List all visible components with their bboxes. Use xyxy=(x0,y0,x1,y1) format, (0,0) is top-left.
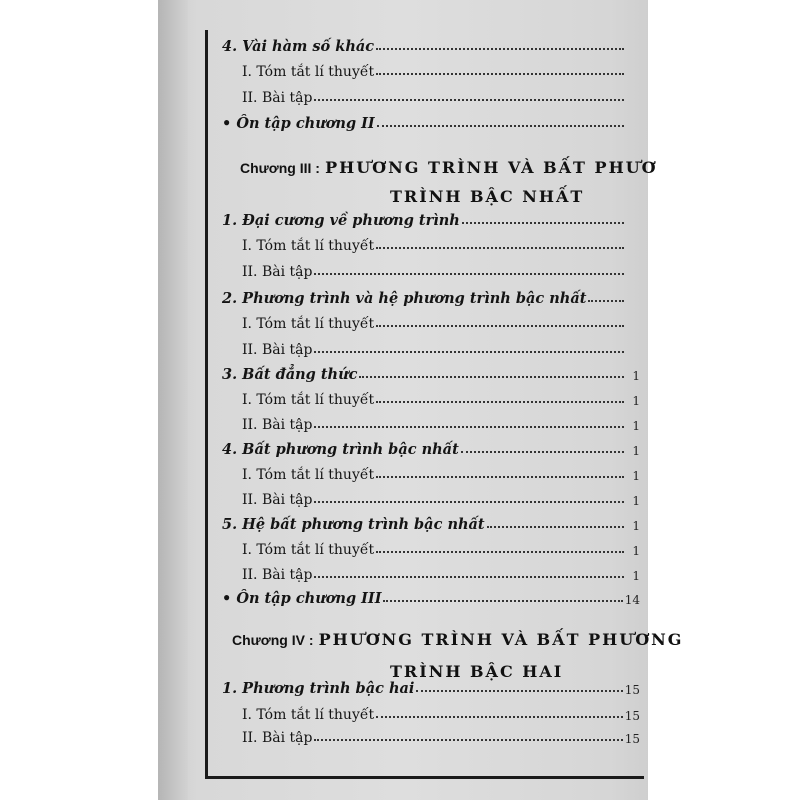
toc-entry-section xyxy=(222,290,640,307)
leader-dots xyxy=(376,475,624,478)
leader-dots xyxy=(376,72,624,75)
page-number: 1 xyxy=(632,494,640,508)
toc-entry-section xyxy=(222,441,640,458)
toc-entry-section xyxy=(222,366,640,383)
chapter-title-line1: PHƯƠNG TRÌNH VÀ BẤT PHƯƠ xyxy=(325,158,658,177)
page-number: 1 xyxy=(632,444,640,458)
leader-dots xyxy=(314,425,624,428)
page-number: 1 xyxy=(632,419,640,433)
chapter-label: Chương IV : xyxy=(232,632,314,648)
leader-dots xyxy=(376,47,624,50)
toc-entry-sub xyxy=(242,492,640,508)
toc-entry-sub xyxy=(242,542,640,558)
leader-dots xyxy=(314,500,624,503)
leader-dots xyxy=(314,98,624,101)
page-number: 15 xyxy=(624,683,640,697)
leader-dots xyxy=(314,350,624,353)
toc-entry-section xyxy=(222,516,640,533)
entry-text: I. Tóm tắt lí thuyết xyxy=(242,64,375,80)
leader-dots xyxy=(462,221,624,224)
page-number: 1 xyxy=(632,519,640,533)
toc-entry-review xyxy=(222,590,640,607)
leader-dots xyxy=(376,400,624,403)
entry-text: I. Tóm tắt lí thuyết xyxy=(242,392,375,408)
toc-entry-sub xyxy=(242,567,640,583)
leader-dots xyxy=(376,550,624,553)
entry-text: I. Tóm tắt lí thuyết xyxy=(242,238,375,254)
toc-entry-sub xyxy=(242,64,640,80)
page-number: 15 xyxy=(624,732,640,746)
toc-entry-sub xyxy=(242,238,640,254)
toc-entry-section xyxy=(222,38,640,55)
toc-entry-sub xyxy=(242,342,640,358)
page-number: 1 xyxy=(632,569,640,583)
chapter-title-line1: PHƯƠNG TRÌNH VÀ BẤT PHƯƠNG xyxy=(318,630,684,649)
chapter-heading xyxy=(232,630,683,649)
leader-dots xyxy=(383,599,622,602)
leader-dots xyxy=(376,246,624,249)
entry-text: 3. Bất đẳng thức xyxy=(222,366,358,383)
page-number: 14 xyxy=(624,593,640,607)
leader-dots xyxy=(487,525,624,528)
entry-text: 4. Bất phương trình bậc nhất xyxy=(222,441,459,458)
page-number: 1 xyxy=(632,544,640,558)
leader-dots xyxy=(376,715,623,718)
page-number: 1 xyxy=(632,394,640,408)
entry-text: I. Tóm tắt lí thuyết xyxy=(242,316,375,332)
entry-text: • Ôn tập chương III xyxy=(222,590,382,607)
entry-text: II. Bài tập xyxy=(242,567,313,583)
toc-entry-section xyxy=(222,680,640,697)
toc-entry-sub xyxy=(242,90,640,106)
entry-text: I. Tóm tắt lí thuyết xyxy=(242,542,375,558)
entry-text: I. Tóm tắt lí thuyết xyxy=(242,707,375,723)
entry-text: 1. Phương trình bậc hai xyxy=(222,680,415,697)
leader-dots xyxy=(416,689,622,692)
entry-text: II. Bài tập xyxy=(242,730,313,746)
entry-text: 1. Đại cương về phương trình xyxy=(222,212,460,229)
page-number: 1 xyxy=(632,469,640,483)
toc-entry-sub xyxy=(242,264,640,280)
entry-text: 2. Phương trình và hệ phương trình bậc nhất xyxy=(222,290,587,307)
toc-entry-sub xyxy=(242,316,640,332)
leader-dots xyxy=(461,450,624,453)
entry-text: • Ôn tập chương II xyxy=(222,115,375,132)
entry-text: 5. Hệ bất phương trình bậc nhất xyxy=(222,516,485,533)
leader-dots xyxy=(588,299,624,302)
entry-text: II. Bài tập xyxy=(242,90,313,106)
toc-entry-sub xyxy=(242,417,640,433)
toc-entry-sub xyxy=(242,730,640,746)
toc-entry-sub xyxy=(242,707,640,723)
chapter-label: Chương III : xyxy=(240,160,320,176)
page-number: 1 xyxy=(632,369,640,383)
leader-dots xyxy=(376,324,624,327)
page-shadow xyxy=(158,0,188,800)
page-number: 15 xyxy=(624,709,640,723)
entry-text: II. Bài tập xyxy=(242,417,313,433)
entry-text: II. Bài tập xyxy=(242,342,313,358)
entry-text: II. Bài tập xyxy=(242,492,313,508)
leader-dots xyxy=(314,738,622,741)
chapter-title-line2: TRÌNH BẬC NHẤT xyxy=(390,187,585,206)
chapter-title-line2: TRÌNH BẬC HAI xyxy=(390,662,564,681)
entry-text: 4. Vài hàm số khác xyxy=(222,38,375,55)
entry-text: II. Bài tập xyxy=(242,264,313,280)
entry-text: I. Tóm tắt lí thuyết xyxy=(242,467,375,483)
toc-entry-sub xyxy=(242,467,640,483)
toc-entry-section xyxy=(222,212,640,229)
toc-entry-review xyxy=(222,115,640,132)
table-of-contents xyxy=(222,0,684,800)
chapter-heading xyxy=(240,158,658,177)
leader-dots xyxy=(314,575,624,578)
leader-dots xyxy=(314,272,624,275)
toc-entry-sub xyxy=(242,392,640,408)
leader-dots xyxy=(377,124,624,127)
leader-dots xyxy=(359,375,624,378)
